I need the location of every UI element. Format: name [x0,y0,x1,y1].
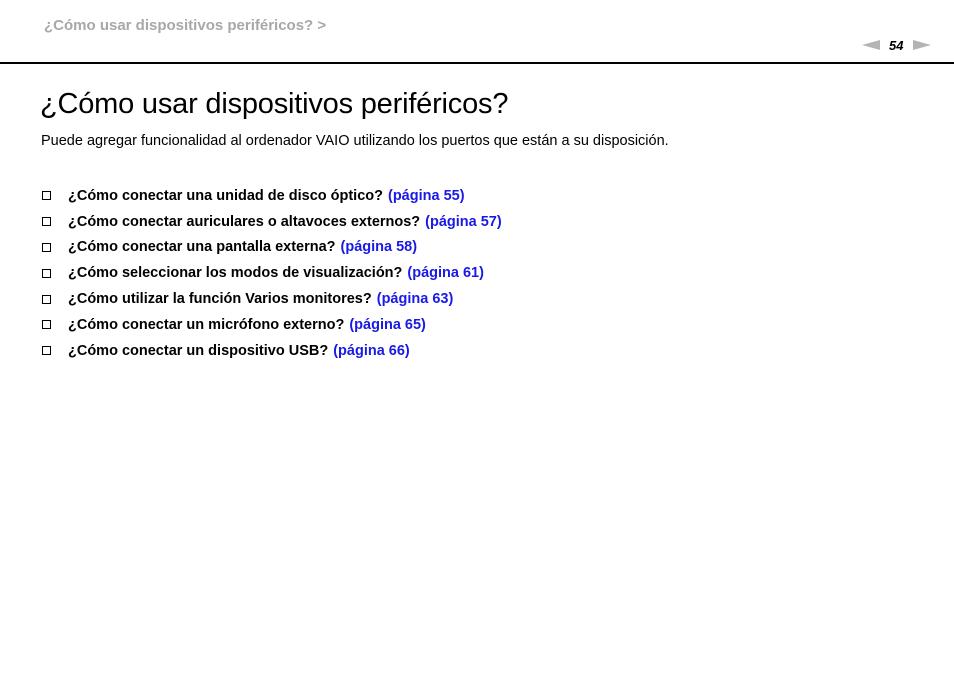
list-item [41,183,502,209]
page-link[interactable]: (página 58) [340,239,418,256]
list-item-text: ¿Cómo conectar un micrófono externo? [68,316,345,333]
list-item [41,286,502,312]
previous-page-arrow-icon[interactable] [862,40,880,50]
list-item-text: ¿Cómo utilizar la función Varios monitores? [68,291,372,308]
checkbox-bullet-icon [42,217,51,226]
page-link[interactable]: (página 63) [376,291,454,308]
list-item-text: ¿Cómo conectar auriculares o altavoces externos? [68,213,421,230]
checkbox-bullet-icon [42,191,51,200]
list-item [41,209,502,235]
page-number: 54 [889,37,904,53]
page-title: ¿Cómo usar dispositivos periféricos? [40,88,509,120]
page-link[interactable]: (página 66) [333,342,410,359]
list-item [41,312,502,338]
header-divider [0,62,954,64]
list-item [41,260,502,286]
checkbox-bullet-icon [42,243,51,252]
list-item-text: ¿Cómo seleccionar los modos de visualización? [68,265,403,282]
checkbox-bullet-icon [42,269,51,278]
page-link[interactable]: (página 65) [349,316,426,333]
list-item [41,235,502,261]
topic-list [41,183,502,364]
page-link[interactable]: (página 55) [388,187,465,204]
next-page-arrow-icon[interactable] [913,40,931,50]
intro-paragraph: Puede agregar funcionalidad al ordenador VAIO utilizando los puertos que están a su disposición. [41,133,669,149]
breadcrumb[interactable]: ¿Cómo usar dispositivos periféricos? > [44,17,327,34]
checkbox-bullet-icon [42,346,51,355]
list-item-text: ¿Cómo conectar una pantalla externa? [68,239,336,256]
checkbox-bullet-icon [42,295,51,304]
page-link[interactable]: (página 57) [425,213,502,230]
list-item-text: ¿Cómo conectar una unidad de disco óptico? [68,187,383,204]
checkbox-bullet-icon [42,320,51,329]
page-navigation [862,37,931,53]
page-link[interactable]: (página 61) [407,265,484,282]
list-item-text: ¿Cómo conectar un dispositivo USB? [68,342,329,359]
list-item [41,338,502,364]
